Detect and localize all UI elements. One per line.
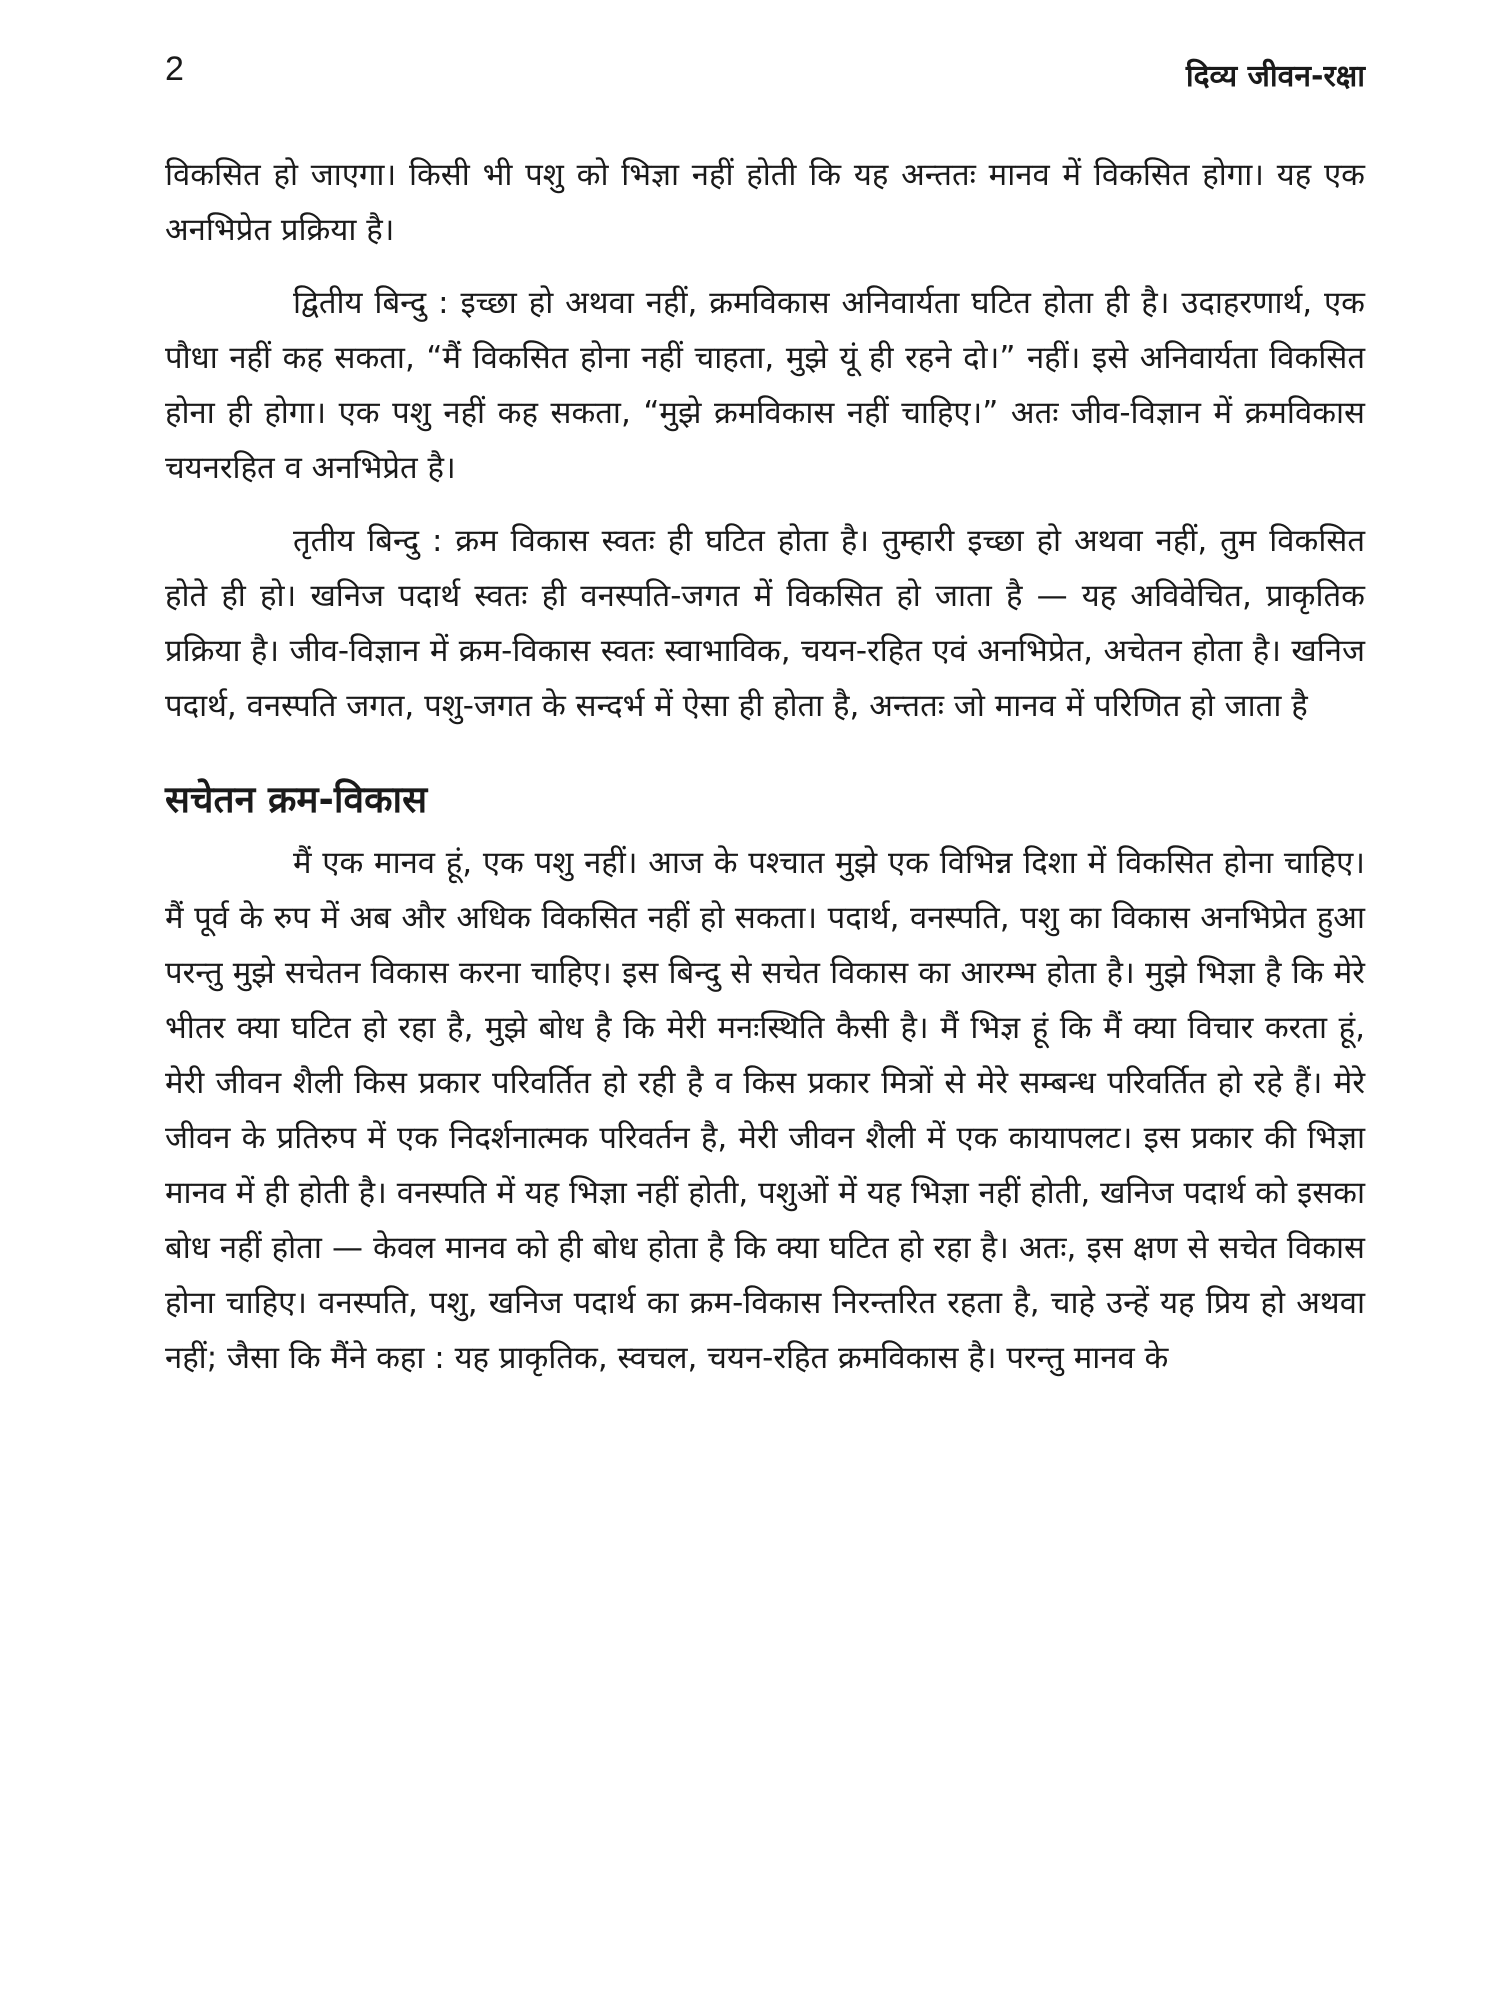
paragraph-conscious-evolution: मैं एक मानव हूं, एक पशु नहीं। आज के पश्चात मुझे एक विभिन्न दिशा में विकसित होना चाहिए। मैं पूर्व के रुप में अब और अधिक विकसित नहीं हो सकता। पदार्थ, वनस्पति, पशु का विकास अनभिप्रेत हुआ परन्तु मुझे सचेतन विकास करना चाहिए। इस बिन्दु से सचेत विकास का आरम्भ होता है। मुझे भिज्ञा है कि मेरे भीतर क्या घटित हो रहा है, मुझे बोध है कि मेरी मनःस्थिति कैसी है। मैं भिज्ञ हूं कि मैं क्या विचार करता हूं, मेरी जीवन शैली किस प्रकार परिवर्तित हो रही है व किस प्रकार मित्रों से मेरे सम्बन्ध परिवर्तित हो रहे हैं। मेरे जीवन के प्रतिरुप में एक निदर्शनात्मक परिवर्तन है, मेरी जीवन शैली में एक कायापलट। इस प्रकार की भिज्ञा मानव में ही होती है। वनस्पति में यह भिज्ञा नहीं होती, पशुओं में यह भिज्ञा नहीं होती, खनिज पदार्थ को इसका बोध नहीं होता — केवल मानव को ही बोध होता है कि क्या घटित हो रहा है। अतः, इस क्षण से सचेत विकास होना चाहिए। वनस्पति, पशु, खनिज पदार्थ का क्रम-विकास निरन्तरित रहता है, चाहे उन्हें यह प्रिय हो अथवा नहीं; जैसा कि मैंने कहा : यह प्राकृतिक, स्वचल, चयन-रहित क्रमविकास है। परन्तु मानव के xyxy=(165,845,1365,1376)
paragraph-second-point: द्वितीय बिन्दु : इच्छा हो अथवा नहीं, क्रमविकास अनिवार्यता घटित होता ही है। उदाहरणार्थ, एक पौधा नहीं कह सकता, “मैं विकसित होना नहीं चाहता, मुझे यूं ही रहने दो।” नहीं। इसे अनिवार्यता विकसित होना ही होगा। एक पशु नहीं कह सकता, “मुझे क्रमविकास नहीं चाहिए।” अतः जीव-विज्ञान में क्रमविकास चयनरहित व अनभिप्रेत है। xyxy=(165,285,1365,486)
paragraph-continuation: विकसित हो जाएगा। किसी भी पशु को भिज्ञा नहीं होती कि यह अन्ततः मानव में विकसित होगा। यह एक अनभिप्रेत प्रक्रिया है। xyxy=(165,157,1365,248)
page-number: 2 xyxy=(165,50,184,88)
page-content xyxy=(165,148,1365,1386)
book-page xyxy=(165,40,1365,1404)
page-header xyxy=(165,40,1365,110)
paragraph-third-point: तृतीय बिन्दु : क्रम विकास स्वतः ही घटित होता है। तुम्हारी इच्छा हो अथवा नहीं, तुम विकसित होते ही हो। खनिज पदार्थ स्वतः ही वनस्पति-जगत में विकसित हो जाता है — यह अविवेचित, प्राकृतिक प्रक्रिया है। जीव-विज्ञान में क्रम-विकास स्वतः स्वाभाविक, चयन-रहित एवं अनभिप्रेत, अचेतन होता है। खनिज पदार्थ, वनस्पति जगत, पशु-जगत के सन्दर्भ में ऐसा ही होता है, अन्ततः जो मानव में परिणित हो जाता है xyxy=(165,523,1365,724)
running-title: दिव्य जीवन-रक्षा xyxy=(1185,59,1365,94)
section-heading: सचेतन क्रम-विकास xyxy=(165,778,428,821)
